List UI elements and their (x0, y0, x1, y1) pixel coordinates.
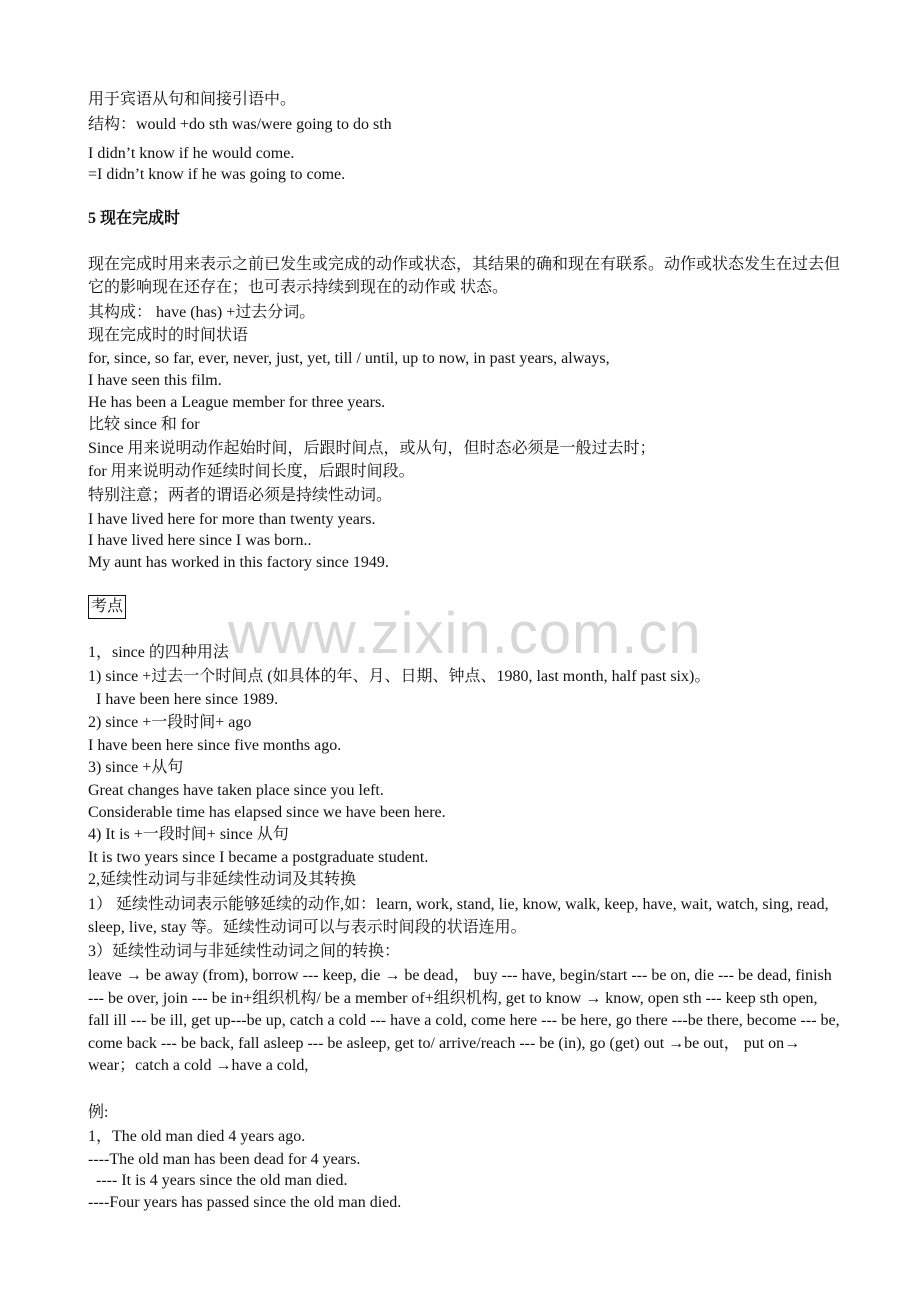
text-line: for 用来说明动作延续时间长度，后跟时间段。 (88, 463, 415, 480)
text-line: 2,延续性动词与非延续性动词及其转换 (88, 871, 357, 888)
text-line: 4) It is +一段时间+ since 从句 (88, 826, 289, 843)
text-line: 1) since +过去一个时间点 (如具体的年、月、日期、钟点、1980, last month, half past six)。 (88, 668, 711, 685)
text-paragraph: 1） 延续性动词表示能够延续的动作,如：learn, work, stand, lie, know, walk, keep, have, wait, watch, sing, read, sleep, live, stay 等。延续性动词可以与表示时间段的状语连用。 (88, 896, 829, 936)
intro-paragraph: 现在完成时用来表示之前已发生或完成的动作或状态，其结果的确和现在有联系。动作或状态发生在过去但它的影响现在还存在；也可表示持续到现在的动作或 状态。 (88, 256, 841, 296)
example-line: Great changes have taken place since you left. (88, 782, 384, 799)
conversion-paragraph: leave → be away (from), borrow --- keep, die → be dead， buy --- have, begin/start --- be on, die --- be dead, finish --- be over, join --- be in+组织机构/ be a member of+组织机构, get to know → know, open sth --- keep sth open, fall ill --- be ill, get up---be up, catch a cold --- have a cold, come here --- be here, go there ---be there, become --- be, come back --- be back, fall asleep --- be asleep, get to/ arrive/reach --- be (in), go (get) out →be out， put on→ wear；catch a cold →have a cold, (88, 967, 840, 1075)
example-line: 1，The old man died 4 years ago. (88, 1128, 306, 1145)
kaodian-box (88, 595, 126, 619)
text-line: 2) since +一段时间+ ago (88, 714, 252, 731)
text-line: 现在完成时的时间状语 (88, 327, 249, 344)
text-line: 用于宾语从句和间接引语中。 (88, 91, 297, 108)
example-line: He has been a League member for three years. (88, 394, 386, 411)
text-line: 3）延续性动词与非延续性动词之间的转换： (88, 943, 401, 960)
watermark: www.zixin.com.cn (228, 601, 702, 666)
example-line: I have been here since five months ago. (88, 737, 342, 754)
example-line: ---- It is 4 years since the old man died. (88, 1172, 348, 1189)
structure-line: 结构：would +do sth was/were going to do sth (88, 116, 392, 133)
text-line: 例: (88, 1104, 109, 1121)
example-line: =I didn’t know if he was going to come. (88, 166, 346, 183)
example-line: My aunt has worked in this factory since 1949. (88, 554, 389, 571)
example-line: I didn’t know if he would come. (88, 145, 295, 162)
text-line: 1，since 的四种用法 (88, 644, 229, 661)
text-line: 3) since +从句 (88, 759, 184, 776)
kaodian-label: 考点 (88, 595, 126, 619)
example-line: ----The old man has been dead for 4 years. (88, 1151, 361, 1168)
example-line: Considerable time has elapsed since we have been here. (88, 804, 446, 821)
example-line: I have been here since 1989. (88, 691, 279, 708)
example-line: ----Four years has passed since the old man died. (88, 1194, 402, 1211)
text-line: 比较 since 和 for (88, 416, 200, 433)
example-line: I have lived here since I was born.. (88, 532, 312, 549)
example-line: I have lived here for more than twenty years. (88, 511, 376, 528)
text-line: 其构成： have (has) +过去分词。 (88, 304, 316, 321)
text-line: 特别注意；两者的谓语必须是持续性动词。 (88, 487, 393, 504)
example-line: It is two years since I became a postgraduate student. (88, 849, 429, 866)
text-line: for, since, so far, ever, never, just, yet, till / until, up to now, in past years, always, (88, 350, 610, 367)
section-heading: 5 现在完成时 (88, 210, 181, 227)
example-line: I have seen this film. (88, 372, 222, 389)
text-line: Since 用来说明动作起始时间，后跟时间点，或从句，但时态必须是一般过去时； (88, 440, 656, 457)
